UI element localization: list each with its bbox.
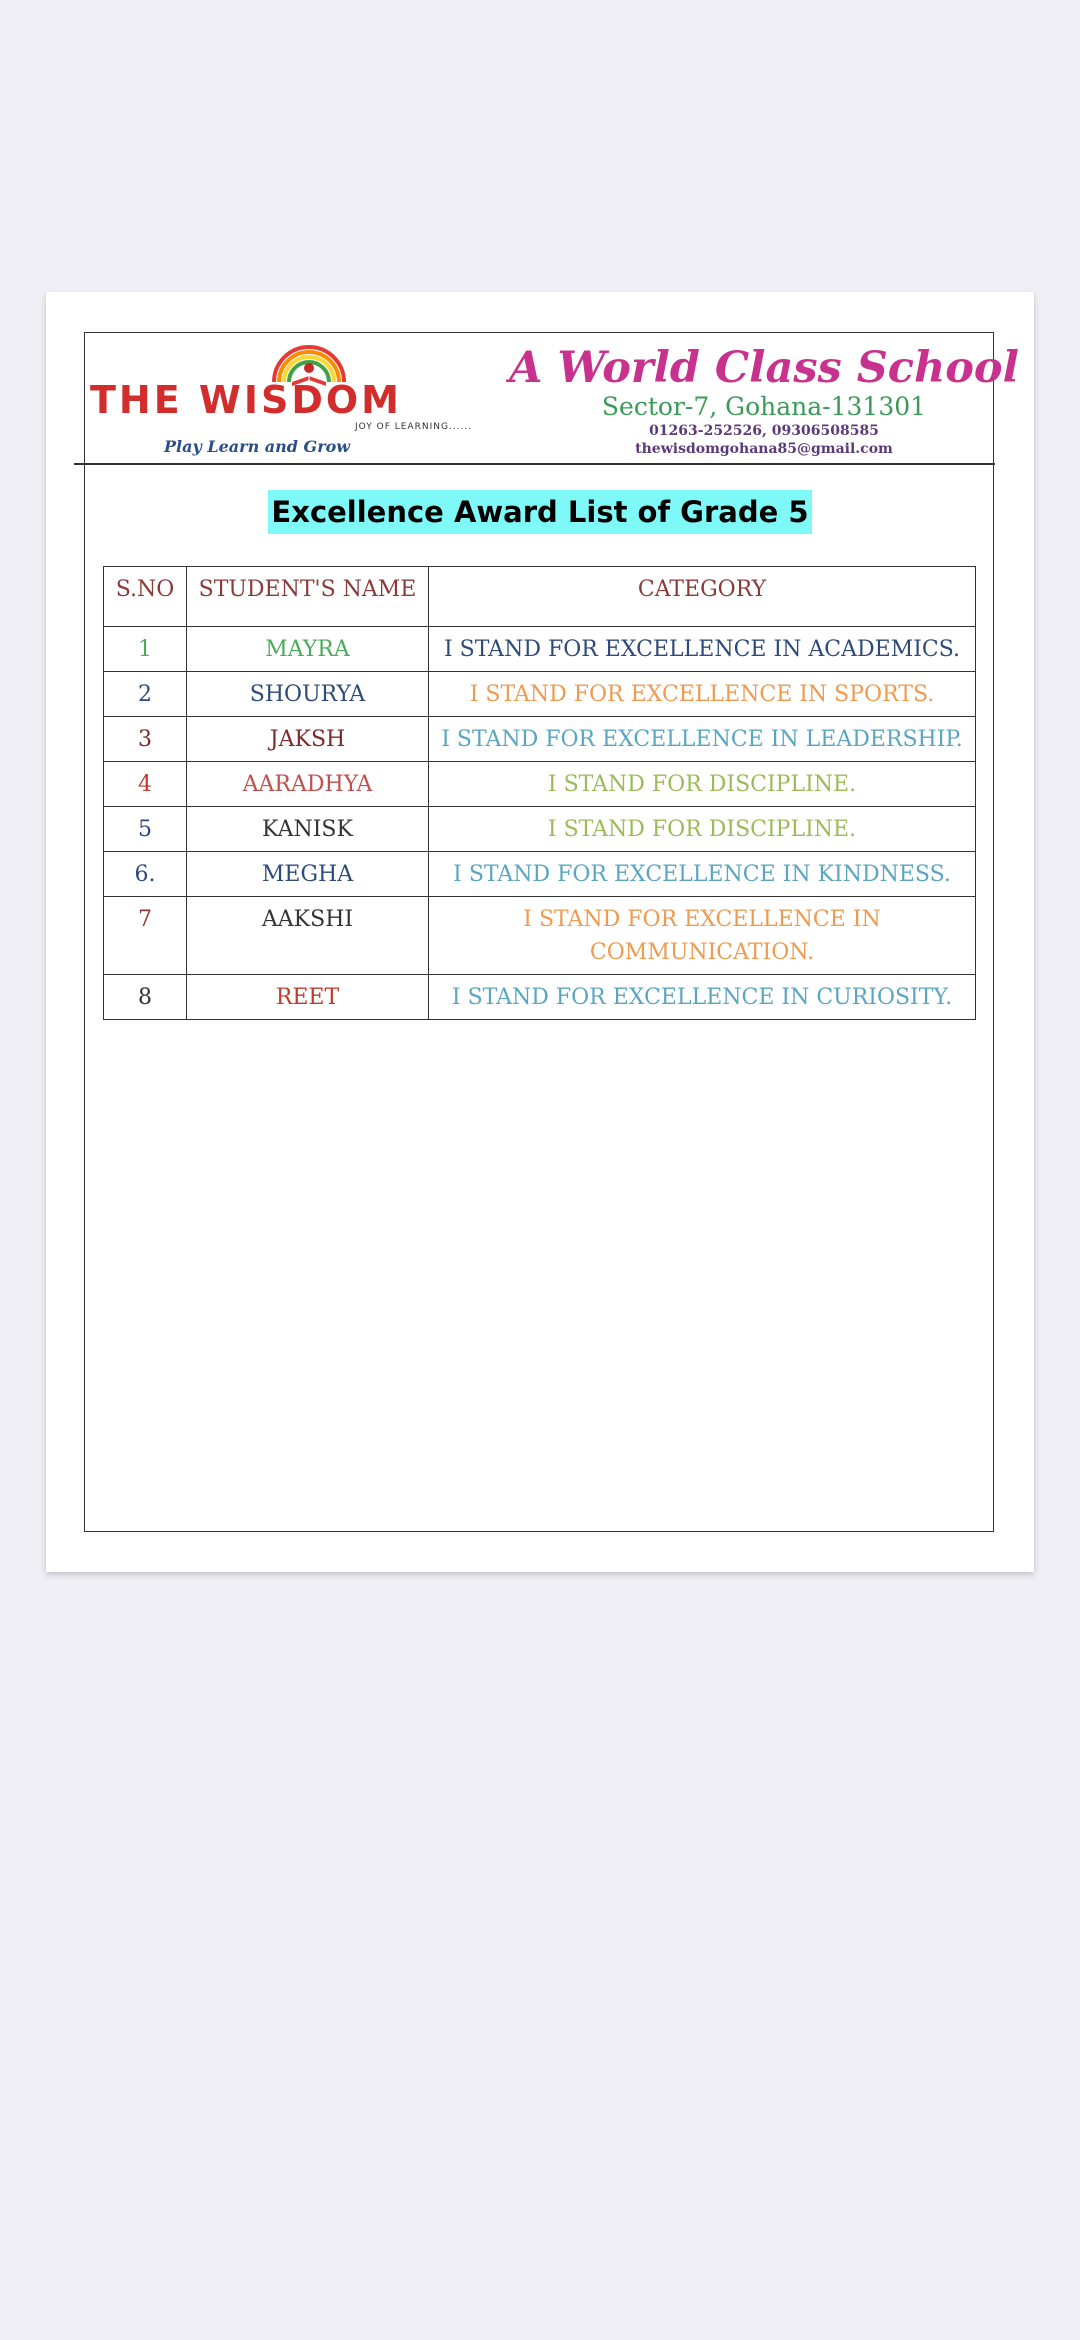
table-row bbox=[104, 897, 976, 975]
school-logo bbox=[90, 338, 490, 463]
school-info bbox=[494, 342, 1034, 458]
cell-sno: 6. bbox=[104, 852, 187, 897]
cell-sno: 1 bbox=[104, 627, 187, 672]
column-header-sno: S.NO bbox=[104, 567, 187, 627]
cell-category: I STAND FOR DISCIPLINE. bbox=[429, 762, 976, 807]
table-header-row bbox=[104, 567, 976, 627]
cell-student-name: KANISK bbox=[187, 807, 429, 852]
cell-category: I STAND FOR DISCIPLINE. bbox=[429, 807, 976, 852]
cell-sno: 5 bbox=[104, 807, 187, 852]
cell-student-name: MAYRA bbox=[187, 627, 429, 672]
column-header-category: CATEGORY bbox=[429, 567, 976, 627]
school-phone: 01263-252526, 09306508585 bbox=[649, 423, 879, 439]
column-header-name: STUDENT'S NAME bbox=[187, 567, 429, 627]
table-row bbox=[104, 807, 976, 852]
cell-student-name: MEGHA bbox=[187, 852, 429, 897]
cell-sno: 2 bbox=[104, 672, 187, 717]
award-table bbox=[103, 566, 976, 1020]
school-email: thewisdomgohana85@gmail.com bbox=[635, 441, 893, 457]
cell-sno: 7 bbox=[104, 897, 187, 975]
school-address: Sector-7, Gohana-131301 bbox=[601, 392, 927, 421]
brand-name: THE WISDOM bbox=[90, 378, 402, 422]
table-row bbox=[104, 852, 976, 897]
cell-category: I STAND FOR EXCELLENCE IN KINDNESS. bbox=[429, 852, 976, 897]
header-divider bbox=[74, 463, 995, 465]
table-row bbox=[104, 627, 976, 672]
cell-student-name: SHOURYA bbox=[187, 672, 429, 717]
cell-category: I STAND FOR EXCELLENCE IN SPORTS. bbox=[429, 672, 976, 717]
cell-student-name: AAKSHI bbox=[187, 897, 429, 975]
tagline: Play Learn and Grow bbox=[164, 437, 351, 456]
table-row bbox=[104, 717, 976, 762]
brand-subtitle: JOY OF LEARNING...... bbox=[355, 422, 473, 432]
cell-sno: 4 bbox=[104, 762, 187, 807]
cell-category: I STAND FOR EXCELLENCE IN LEADERSHIP. bbox=[429, 717, 976, 762]
cell-student-name: JAKSH bbox=[187, 717, 429, 762]
school-slogan: A World Class School bbox=[509, 343, 1019, 393]
page-title: Excellence Award List of Grade 5 bbox=[268, 490, 811, 534]
cell-category: I STAND FOR EXCELLENCE IN CURIOSITY. bbox=[429, 975, 976, 1020]
table-row bbox=[104, 762, 976, 807]
document-page bbox=[46, 292, 1034, 1572]
cell-sno: 8 bbox=[104, 975, 187, 1020]
cell-sno: 3 bbox=[104, 717, 187, 762]
cell-category: I STAND FOR EXCELLENCE IN COMMUNICATION. bbox=[429, 897, 976, 975]
title-row bbox=[46, 490, 1034, 534]
cell-student-name: REET bbox=[187, 975, 429, 1020]
cell-student-name: AARADHYA bbox=[187, 762, 429, 807]
cell-category: I STAND FOR EXCELLENCE IN ACADEMICS. bbox=[429, 627, 976, 672]
table-row bbox=[104, 672, 976, 717]
table-row bbox=[104, 975, 976, 1020]
